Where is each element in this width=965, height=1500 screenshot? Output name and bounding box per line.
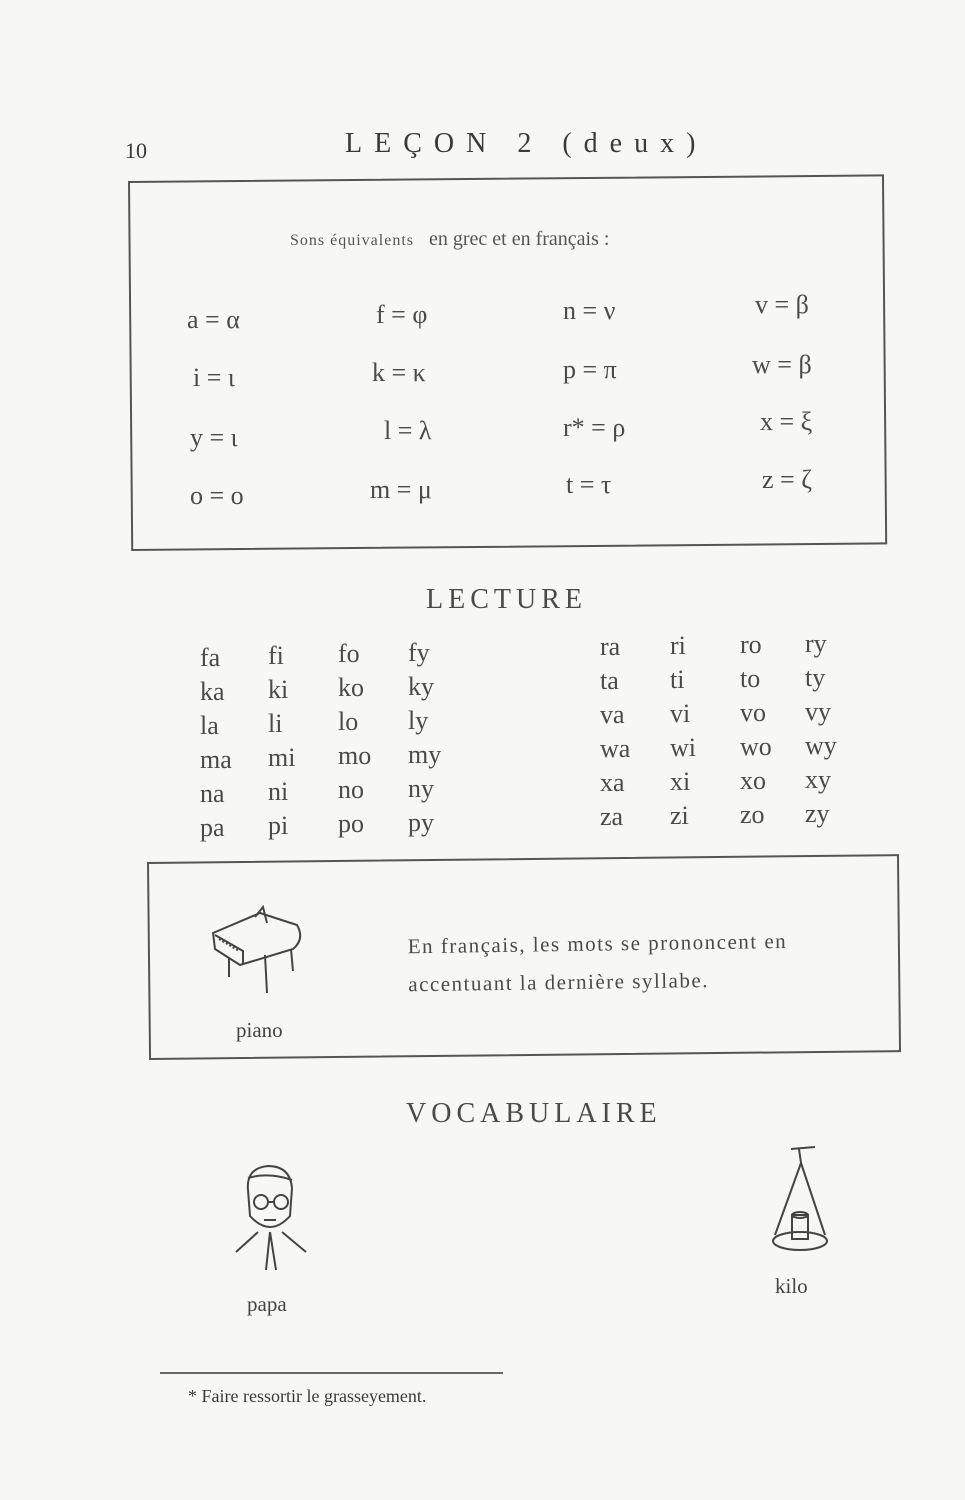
vocabulaire-title: VOCABULAIRE — [406, 1098, 662, 1129]
syllable: vi — [670, 699, 691, 728]
syllable: fi — [268, 641, 284, 670]
sounds-box-title-part2: en grec et en français : — [429, 228, 610, 250]
syllable: ri — [670, 631, 686, 660]
syllable: ro — [740, 630, 762, 659]
syllable: mi — [268, 743, 296, 772]
syllable: fy — [408, 638, 430, 667]
syllable: ra — [600, 632, 621, 661]
equivalence: y = ι — [190, 423, 238, 452]
syllable: ti — [670, 665, 685, 694]
equivalence: k = κ — [372, 358, 426, 387]
page-number: 10 — [125, 138, 147, 163]
syllable: ry — [805, 629, 827, 658]
syllable: xy — [805, 765, 831, 794]
syllable: li — [268, 709, 283, 738]
syllable: wa — [600, 734, 631, 763]
equivalence: v = β — [755, 290, 809, 319]
syllable: vy — [805, 697, 831, 726]
syllable: ki — [268, 675, 289, 704]
syllable: ka — [200, 677, 225, 706]
equivalence: z = ζ — [762, 465, 812, 494]
syllable: wo — [740, 732, 772, 761]
syllable: mo — [338, 741, 372, 770]
equivalence: x = ξ — [760, 407, 813, 436]
syllable: fo — [338, 639, 360, 668]
vocab-item: papa — [247, 1292, 287, 1316]
syllable: zo — [740, 800, 765, 829]
syllable: va — [600, 700, 625, 729]
equivalence: i = ι — [193, 363, 235, 392]
syllable: lo — [338, 707, 359, 736]
sounds-box-title — [290, 228, 609, 251]
syllable: my — [408, 740, 442, 769]
syllable: wi — [670, 733, 696, 762]
syllable: pa — [200, 813, 225, 842]
syllable: la — [200, 711, 219, 740]
syllable: zi — [670, 801, 689, 830]
equivalence: l = λ — [384, 416, 432, 445]
syllable: na — [200, 779, 225, 808]
equivalence: r* = ρ — [563, 413, 626, 442]
papa-illustration — [228, 1160, 313, 1280]
vocab-item: kilo — [775, 1274, 808, 1298]
syllable: ko — [338, 673, 364, 702]
syllable: wy — [805, 731, 837, 760]
syllable: ni — [268, 777, 289, 806]
equivalence: m = μ — [370, 475, 432, 504]
syllable: no — [338, 775, 364, 804]
syllable: za — [600, 802, 624, 831]
syllable: vo — [740, 698, 766, 727]
syllable: xo — [740, 766, 766, 795]
syllable: ky — [408, 672, 434, 701]
piano-caption: piano — [236, 1018, 283, 1042]
syllable: py — [408, 808, 434, 837]
syllable: zy — [805, 799, 830, 828]
syllable: pi — [268, 811, 289, 840]
kilo-illustration — [765, 1145, 835, 1260]
equivalence: f = φ — [376, 300, 428, 329]
note-text: En français, les mots se prononcent en accentuant la dernière syllabe. — [407, 928, 788, 997]
equivalence: p = π — [563, 355, 617, 384]
syllable: ty — [805, 663, 826, 692]
equivalence: t = τ — [566, 470, 612, 499]
syllable: xi — [670, 767, 691, 796]
syllable: ma — [200, 745, 232, 774]
footnote-divider — [160, 1372, 503, 1374]
syllable: to — [740, 664, 761, 693]
syllable: po — [338, 809, 364, 838]
footnote: * Faire ressortir le grasseyement. — [188, 1386, 427, 1406]
lecture-title: LECTURE — [426, 584, 587, 615]
syllable: xa — [600, 768, 625, 797]
syllable: ny — [408, 774, 434, 803]
syllable: ta — [600, 666, 619, 695]
page-title: LEÇON 2 (deux) — [345, 128, 708, 159]
equivalence: a = α — [187, 305, 240, 334]
equivalence: w = β — [752, 350, 812, 379]
sounds-box-title-part1: Sons équivalents — [290, 232, 414, 249]
equivalence: n = ν — [563, 296, 616, 325]
piano-illustration — [205, 905, 310, 1000]
syllable: ly — [408, 706, 429, 735]
syllable: fa — [200, 643, 221, 672]
equivalence: o = o — [190, 481, 244, 510]
